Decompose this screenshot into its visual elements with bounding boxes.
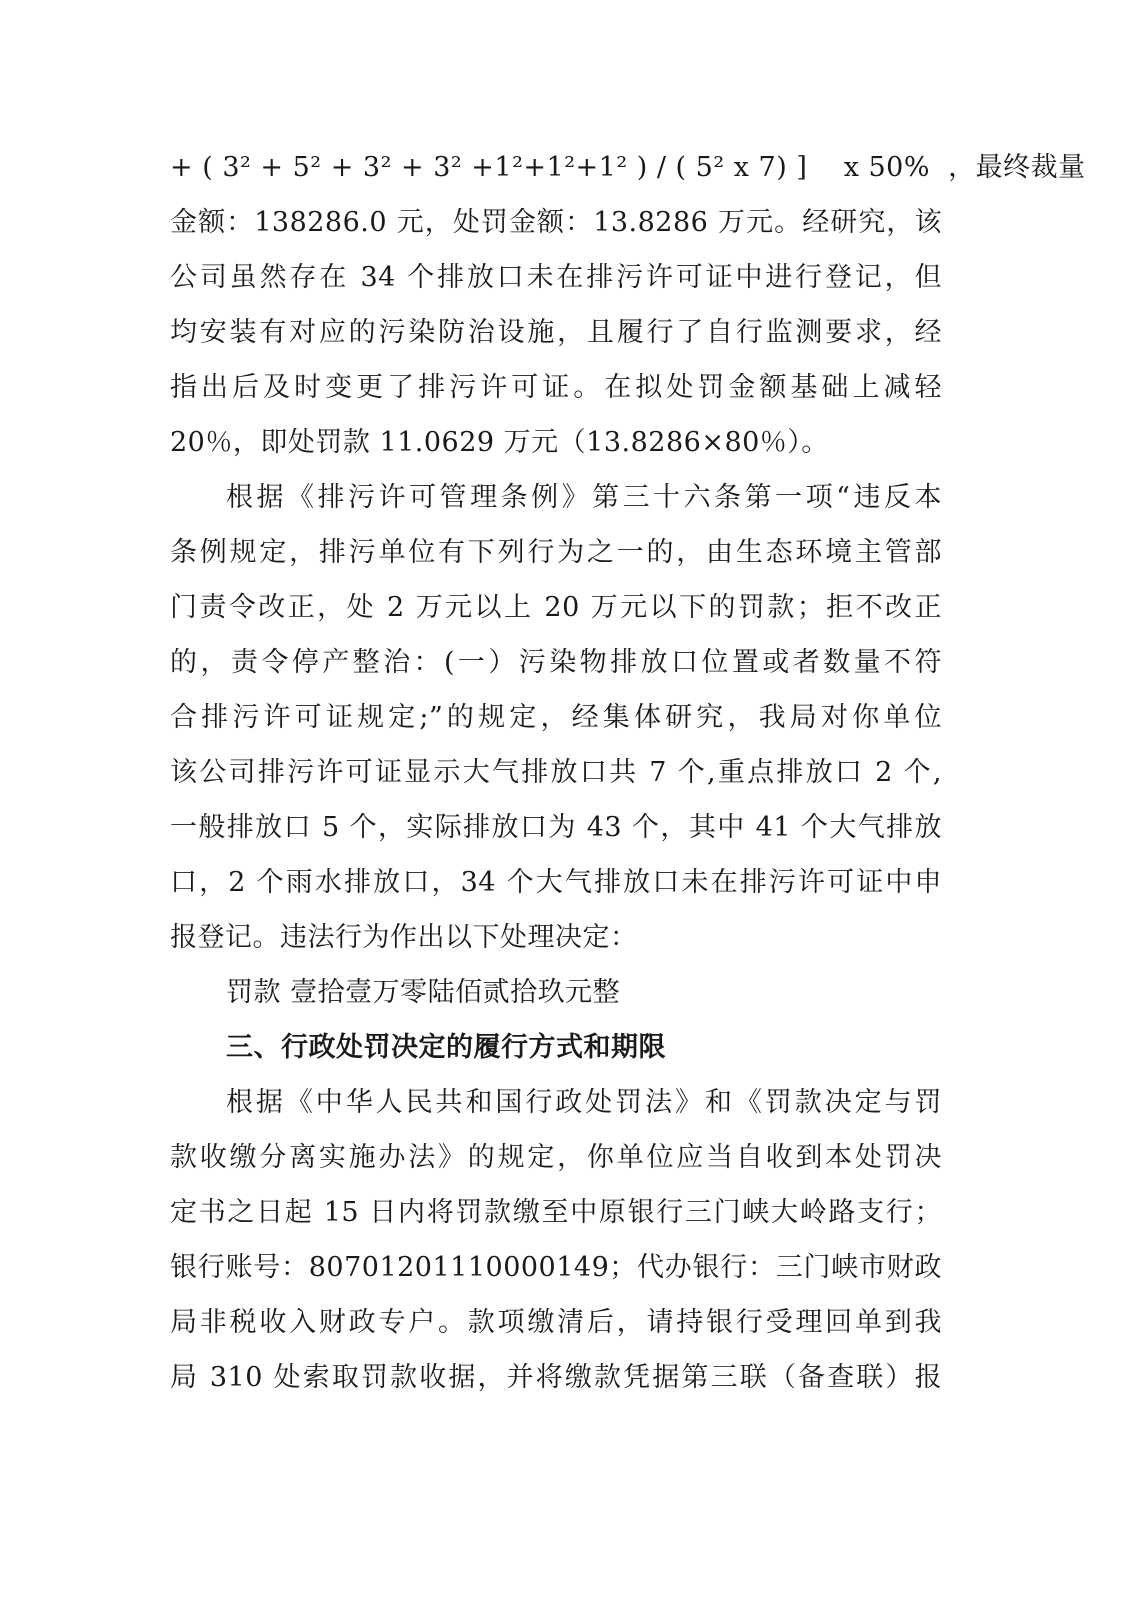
- paragraph-start-line: 根据《排污许可管理条例》第三十六条第一项“违反本: [226, 482, 942, 513]
- body-line: 公司虽然存在 34 个排放口未在排污许可证中进行登记，但: [170, 262, 942, 293]
- body-line: 合排污许可证规定;”的规定，经集体研究，我局对你单位: [170, 702, 942, 733]
- body-line: 定书之日起 15 日内将罚款缴至中原银行三门峡大岭路支行；: [170, 1197, 942, 1228]
- body-line: + ( 3² + 5² + 3² + 3² +1²+1²+1² ) / ( 5² x 7) ] x 50% ，最终裁量: [170, 152, 1086, 183]
- body-line: 该公司排污许可证显示大气排放口共 7 个,重点排放口 2 个,: [170, 757, 942, 788]
- body-line: 报登记。违法行为作出以下处理决定：: [170, 922, 638, 953]
- penalty-amount-line: 罚款 壹拾壹万零陆佰贰拾玖元整: [226, 977, 621, 1008]
- body-line: 条例规定，排污单位有下列行为之一的，由生态环境主管部: [170, 537, 942, 568]
- body-line: 款收缴分离实施办法》的规定，你单位应当自收到本处罚决: [170, 1142, 942, 1173]
- body-line: 口，2 个雨水排放口，34 个大气排放口未在排污许可证中申: [170, 867, 942, 898]
- paragraph-start-line: 根据《中华人民共和国行政处罚法》和《罚款决定与罚: [226, 1087, 942, 1118]
- body-line: 局 310 处索取罚款收据，并将缴款凭据第三联（备查联）报: [170, 1362, 942, 1393]
- section-heading: 三、行政处罚决定的履行方式和期限: [226, 1032, 666, 1063]
- body-line: 银行账号：80701201110000149；代办银行：三门峡市财政: [170, 1252, 942, 1283]
- body-line: 局非税收入财政专户。款项缴清后，请持银行受理回单到我: [170, 1307, 942, 1338]
- body-line: 均安装有对应的污染防治设施，且履行了自行监测要求，经: [170, 317, 942, 348]
- body-line: 金额：138286.0 元，处罚金额：13.8286 万元。经研究，该: [170, 207, 942, 238]
- body-line: 20％，即处罚款 11.0629 万元（13.8286×80％）。: [170, 427, 829, 458]
- body-line: 一般排放口 5 个，实际排放口为 43 个，其中 41 个大气排放: [170, 812, 942, 843]
- body-line: 的，责令停产整治：(一）污染物排放口位置或者数量不符: [170, 647, 942, 678]
- body-line: 门责令改正，处 2 万元以上 20 万元以下的罚款；拒不改正: [170, 592, 942, 623]
- body-line: 指出后及时变更了排污许可证。在拟处罚金额基础上减轻: [170, 372, 942, 403]
